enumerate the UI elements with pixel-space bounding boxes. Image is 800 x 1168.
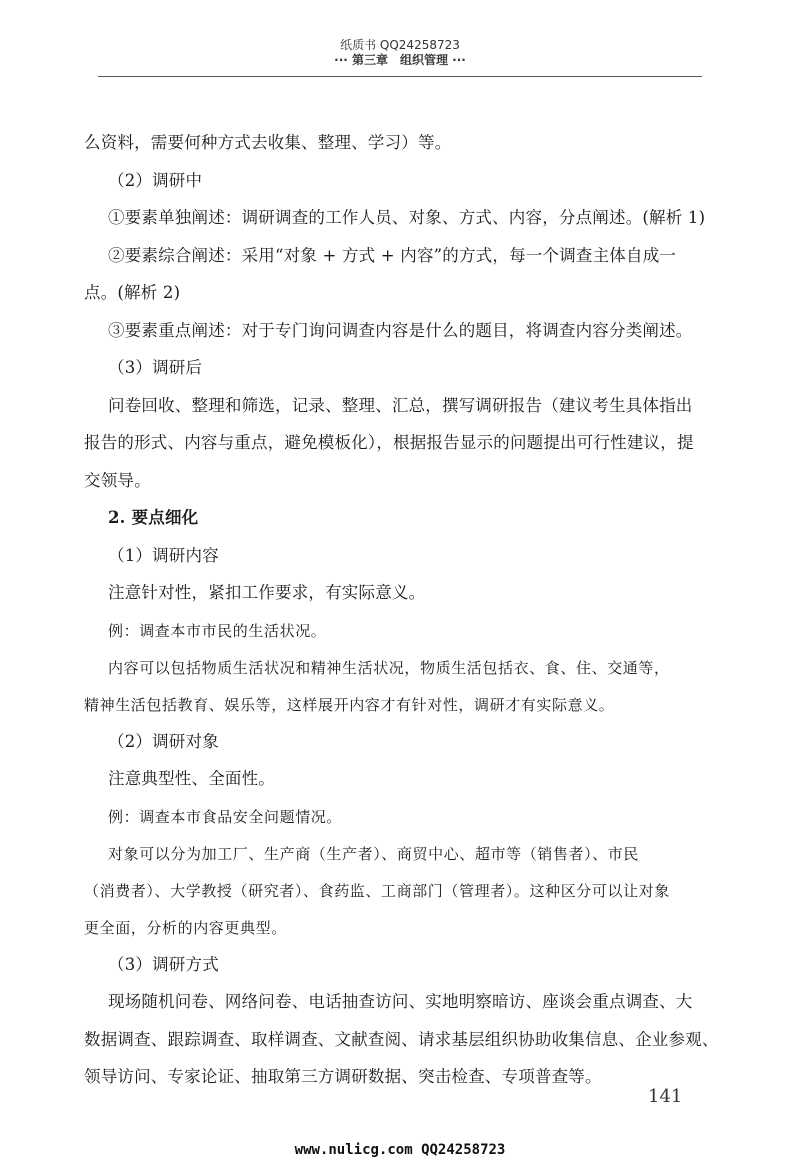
subheading-after-research: （3）调研后 [108, 358, 203, 377]
example-line: 对象可以分为加工厂、生产商（生产者）、商贸中心、超市等（销售者）、市民 [108, 844, 640, 863]
example-line: 内容可以包括物质生活状况和精神生活状况，物质生活包括衣、食、住、交通等， [108, 658, 670, 677]
text-line: ②要素综合阐述：采用“对象 + 方式 + 内容”的方式，每一个调查主体自成一 [108, 245, 677, 265]
text-line: ①要素单独阐述：调研调查的工作人员、对象、方式、内容，分点阐述。(解析 1) [108, 208, 706, 227]
footer-watermark: www.nulicg.com QQ24258723 [294, 1142, 506, 1158]
text-line: 现场随机问卷、网络问卷、电话抽查访问、实地明察暗访、座谈会重点调查、大 [108, 992, 693, 1011]
example-line: 更全面，分析的内容更典型。 [84, 918, 287, 937]
header-divider [98, 76, 702, 77]
text-line: ③要素重点阐述：对于专门询问调查内容是什么的题目，将调查内容分类阐述。 [108, 320, 693, 340]
subheading-research-content: （1）调研内容 [108, 545, 219, 565]
text-line: 交领导。 [84, 470, 151, 490]
text-line: 么资料，需要何种方式去收集、整理、学习）等。 [84, 133, 452, 152]
section-heading: 2. 要点细化 [108, 508, 199, 527]
text-line: 领导访问、专家论证、抽取第三方调研数据、突击检查、专项普查等。 [84, 1067, 602, 1086]
text-line: 问卷回收、整理和筛选，记录、整理、汇总，撰写调研报告（建议考生具体指出 [108, 395, 693, 415]
example-line: 精神生活包括教育、娱乐等，这样展开内容才有针对性，调研才有实际意义。 [84, 695, 615, 714]
subheading-research-object: （2）调研对象 [108, 731, 219, 751]
page-body [84, 128, 719, 1100]
running-header [0, 38, 800, 68]
example-line: （消费者）、大学教授（研究者）、食药监、工商部门（管理者）。这种区分可以让对象 [84, 881, 670, 900]
subheading-research-method: （3）调研方式 [108, 954, 219, 974]
text-line: 注意典型性、全面性。 [108, 769, 275, 788]
example-line: 例：调查本市市民的生活状况。 [108, 621, 327, 640]
subheading-during-research: （2）调研中 [108, 170, 203, 190]
example-line: 例：调查本市食品安全问题情况。 [108, 807, 343, 826]
chapter-title: ··· 第三章 组织管理 ··· [334, 53, 466, 67]
text-line: 注意针对性，紧扣工作要求，有实际意义。 [108, 583, 426, 602]
text-line: 点。(解析 2) [84, 283, 181, 302]
page-number: 141 [648, 1086, 683, 1107]
text-line: 报告的形式、内容与重点，避免模板化），根据报告显示的问题提出可行性建议，提 [84, 433, 694, 452]
header-watermark: 纸质书 QQ24258723 [340, 38, 460, 52]
text-line: 数据调查、跟踪调查、取样调查、文献查阅、请求基层组织协助收集信息、企业参观、 [84, 1029, 719, 1049]
